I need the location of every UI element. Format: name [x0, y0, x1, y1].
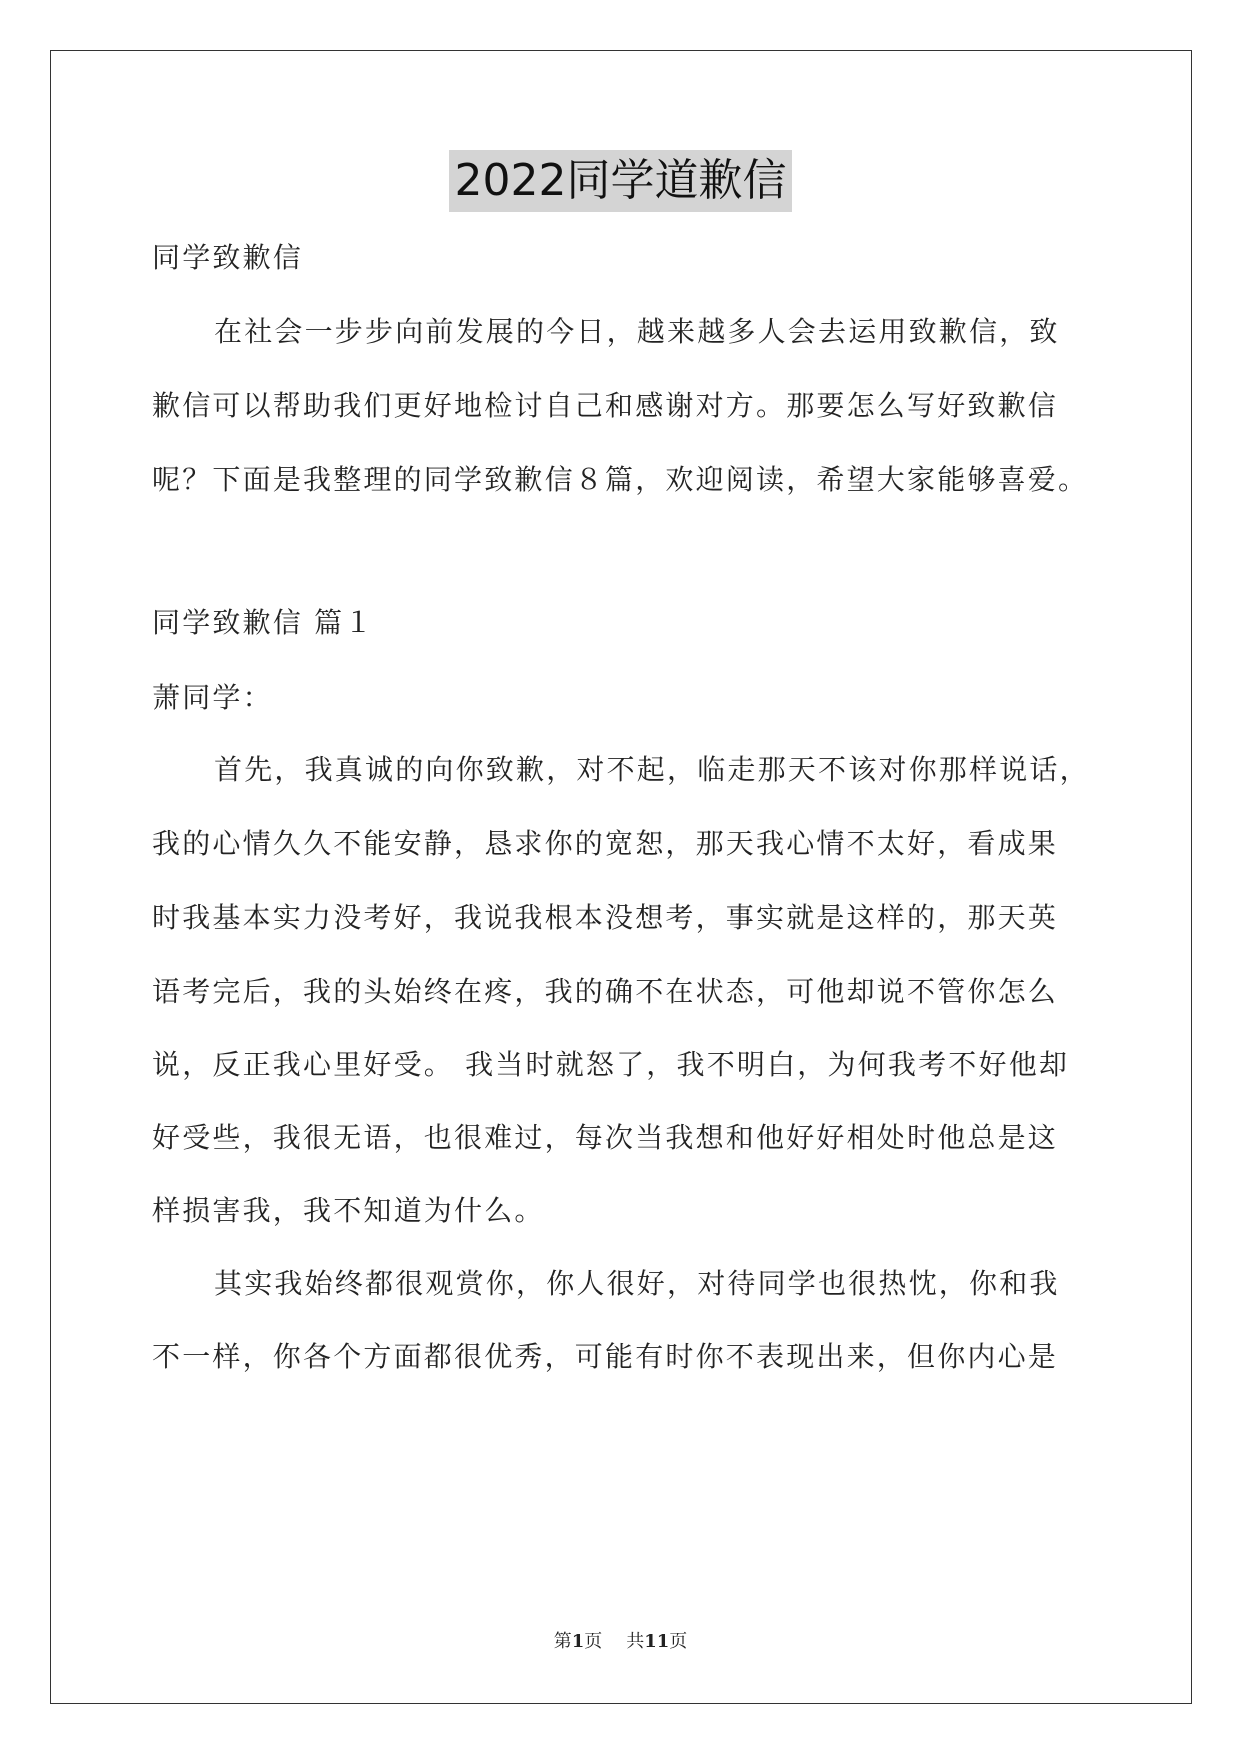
intro-line-2: 歉信可以帮助我们更好地检讨自己和感谢对方。那要怎么写好致歉信 [152, 389, 1059, 422]
body-line-7: 样损害我，我不知道为什么。 [152, 1194, 545, 1227]
total-prefix: 共 [626, 1631, 645, 1652]
page-number: 1 [571, 1631, 585, 1652]
intro-line-3: 呢？下面是我整理的同学致歉信８篇，欢迎阅读，希望大家能够喜爱。 [152, 463, 1089, 496]
body-line-1: 首先，我真诚的向你致歉，对不起，临走那天不该对你那样说话， [214, 753, 1090, 786]
total-suffix: 页 [669, 1631, 688, 1652]
salutation: 萧同学： [152, 681, 273, 714]
letter-heading: 同学致歉信 [152, 241, 304, 274]
page-suffix: 页 [584, 1631, 603, 1652]
page-border [50, 50, 1192, 1704]
body-line-4: 语考完后，我的头始终在疼，我的确不在状态，可他却说不管你怎么 [152, 975, 1059, 1008]
total-pages: 11 [644, 1631, 670, 1652]
body-line-9: 不一样，你各个方面都很优秀，可能有时你不表现出来，但你内心是 [152, 1340, 1059, 1373]
body-line-2: 我的心情久久不能安静，恳求你的宽恕，那天我心情不太好，看成果 [152, 827, 1059, 860]
title-container [0, 150, 1241, 212]
body-line-6: 好受些，我很无语，也很难过，每次当我想和他好好相处时他总是这 [152, 1121, 1059, 1154]
document-title: 2022同学道歉信 [449, 150, 793, 212]
page-footer [0, 1630, 1241, 1654]
body-line-5: 说，反正我心里好受。 我当时就怒了，我不明白，为何我考不好他却 [152, 1048, 1070, 1081]
page-prefix: 第 [553, 1631, 572, 1652]
body-line-3: 时我基本实力没考好，我说我根本没想考，事实就是这样的，那天英 [152, 901, 1059, 934]
body-line-8: 其实我始终都很观赏你，你人很好，对待同学也很热忱，你和我 [214, 1267, 1060, 1300]
section-title: 同学致歉信 篇１ [152, 606, 375, 639]
intro-line-1: 在社会一步步向前发展的今日，越来越多人会去运用致歉信，致 [214, 315, 1060, 348]
